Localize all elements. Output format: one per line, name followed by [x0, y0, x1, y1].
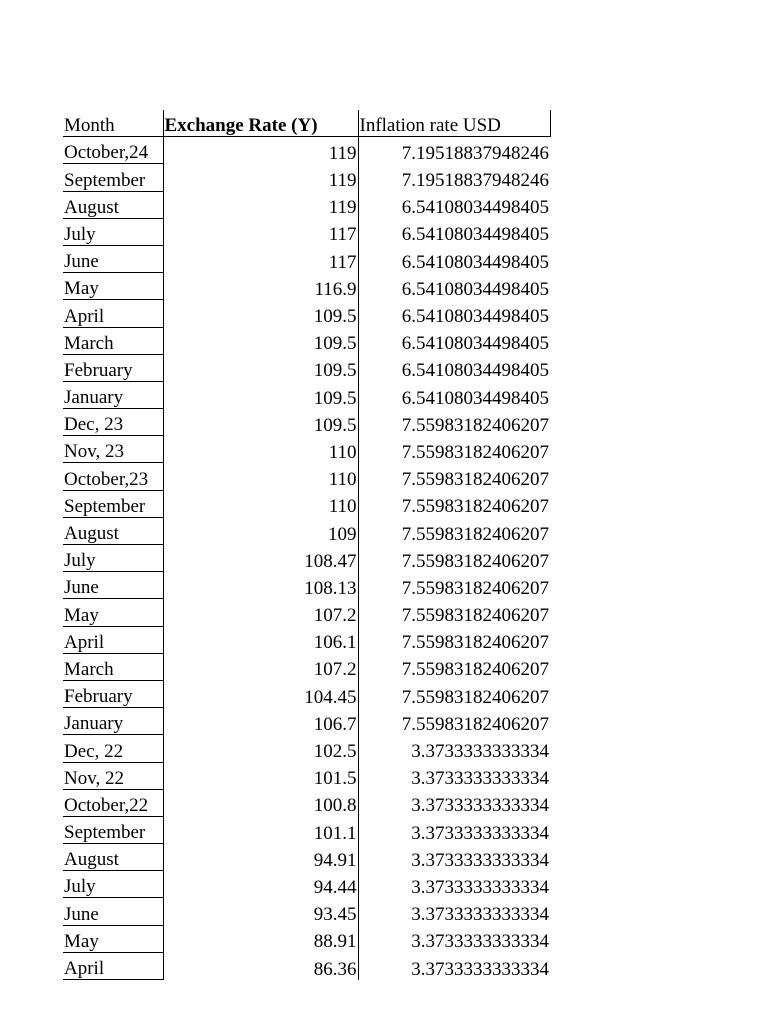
- exchange-rate-cell[interactable]: 109.5: [163, 409, 358, 436]
- exchange-rate-cell[interactable]: 107.2: [163, 599, 358, 626]
- month-cell[interactable]: Dec, 23: [63, 409, 163, 436]
- inflation-rate-cell[interactable]: 7.55983182406207: [401, 659, 549, 681]
- exchange-rate-cell[interactable]: 109.5: [163, 381, 358, 408]
- inflation-rate-cell[interactable]: 3.3733333333334: [411, 876, 549, 898]
- table-row: [63, 708, 550, 735]
- inflation-rate-cell[interactable]: 7.55983182406207: [401, 713, 549, 735]
- month-cell[interactable]: August: [63, 191, 163, 218]
- inflation-rate-cell[interactable]: 6.54108034498405: [401, 333, 549, 355]
- month-cell[interactable]: January: [63, 708, 163, 735]
- header-month[interactable]: Month: [63, 110, 163, 137]
- exchange-rate-cell[interactable]: 94.91: [163, 844, 358, 871]
- month-cell[interactable]: September: [63, 816, 163, 843]
- table-row: [63, 844, 550, 871]
- table-row: [63, 191, 550, 218]
- table-row: [63, 952, 550, 979]
- month-cell[interactable]: April: [63, 952, 163, 979]
- inflation-rate-cell[interactable]: 7.55983182406207: [401, 686, 549, 708]
- inflation-rate-cell[interactable]: 6.54108034498405: [401, 360, 549, 382]
- inflation-rate-cell[interactable]: 3.3733333333334: [411, 931, 549, 953]
- exchange-rate-cell[interactable]: 101.1: [163, 816, 358, 843]
- inflation-rate-cell[interactable]: 3.3733333333334: [411, 822, 549, 844]
- table-row: [63, 300, 550, 327]
- table-body: [63, 137, 550, 980]
- table-row: [63, 490, 550, 517]
- inflation-rate-cell[interactable]: 7.55983182406207: [401, 550, 549, 572]
- table-row: [63, 816, 550, 843]
- exchange-rate-cell[interactable]: 109.5: [163, 327, 358, 354]
- table-row: [63, 436, 550, 463]
- month-cell[interactable]: March: [63, 653, 163, 680]
- inflation-rate-cell[interactable]: 7.55983182406207: [401, 469, 549, 491]
- inflation-rate-cell[interactable]: 7.55983182406207: [401, 632, 549, 654]
- inflation-rate-cell[interactable]: 6.54108034498405: [401, 197, 549, 219]
- exchange-rate-cell[interactable]: 109: [163, 517, 358, 544]
- inflation-rate-cell[interactable]: 3.3733333333334: [411, 741, 549, 762]
- month-cell[interactable]: February: [63, 680, 163, 707]
- inflation-rate-cell[interactable]: 3.3733333333334: [411, 958, 549, 980]
- month-cell[interactable]: March: [63, 327, 163, 354]
- inflation-rate-cell[interactable]: 7.55983182406207: [401, 577, 549, 599]
- table-row: [63, 137, 550, 164]
- month-cell[interactable]: May: [63, 273, 163, 300]
- exchange-rate-cell[interactable]: 119: [163, 137, 358, 164]
- table-row: [63, 626, 550, 653]
- exchange-rate-cell[interactable]: 109.5: [163, 354, 358, 381]
- spreadsheet-area: [63, 110, 551, 980]
- inflation-rate-cell[interactable]: 7.55983182406207: [401, 441, 549, 463]
- header-row: [63, 110, 550, 137]
- month-cell[interactable]: February: [63, 354, 163, 381]
- month-cell[interactable]: October,22: [63, 789, 163, 816]
- table-row: [63, 354, 550, 381]
- month-cell[interactable]: September: [63, 164, 163, 191]
- month-cell[interactable]: June: [63, 572, 163, 599]
- exchange-rate-cell[interactable]: 94.44: [163, 871, 358, 898]
- inflation-rate-cell[interactable]: 6.54108034498405: [401, 387, 549, 409]
- exchange-rate-cell[interactable]: 117: [163, 245, 358, 272]
- exchange-rate-cell[interactable]: 88.91: [163, 925, 358, 952]
- month-cell[interactable]: May: [63, 925, 163, 952]
- month-cell[interactable]: April: [63, 300, 163, 327]
- exchange-rate-cell[interactable]: 107.2: [163, 653, 358, 680]
- month-cell[interactable]: Dec, 22: [63, 735, 163, 762]
- table-row: [63, 218, 550, 245]
- exchange-rate-cell[interactable]: 110: [163, 436, 358, 463]
- month-cell[interactable]: July: [63, 545, 163, 572]
- header-inflation-rate[interactable]: Inflation rate USD: [358, 110, 550, 137]
- table-row: [63, 789, 550, 816]
- exchange-rate-cell[interactable]: 116.9: [163, 273, 358, 300]
- table-row: [63, 653, 550, 680]
- table-row: [63, 245, 550, 272]
- month-cell[interactable]: May: [63, 599, 163, 626]
- exchange-rate-cell[interactable]: 117: [163, 218, 358, 245]
- inflation-rate-cell[interactable]: 7.55983182406207: [401, 523, 549, 545]
- exchange-inflation-table: [63, 110, 551, 980]
- table-row: [63, 409, 550, 436]
- table-row: [63, 164, 550, 191]
- exchange-rate-cell[interactable]: 106.7: [163, 708, 358, 735]
- inflation-rate-cell[interactable]: 6.54108034498405: [401, 306, 549, 327]
- month-cell[interactable]: June: [63, 245, 163, 272]
- exchange-rate-cell[interactable]: 101.5: [163, 762, 358, 789]
- table-row: [63, 735, 550, 762]
- exchange-rate-cell[interactable]: 110: [163, 490, 358, 517]
- table-row: [63, 327, 550, 354]
- month-cell[interactable]: June: [63, 898, 163, 925]
- month-cell[interactable]: July: [63, 218, 163, 245]
- month-cell[interactable]: October,23: [63, 463, 163, 490]
- exchange-rate-cell[interactable]: 119: [163, 164, 358, 191]
- month-cell[interactable]: August: [63, 517, 163, 544]
- month-cell[interactable]: September: [63, 490, 163, 517]
- inflation-rate-cell[interactable]: 6.54108034498405: [401, 251, 549, 273]
- month-cell[interactable]: Nov, 23: [63, 436, 163, 463]
- table-row: [63, 381, 550, 408]
- month-cell[interactable]: July: [63, 871, 163, 898]
- table-row: [63, 680, 550, 707]
- table-row: [63, 599, 550, 626]
- month-cell[interactable]: Nov, 22: [63, 762, 163, 789]
- month-cell[interactable]: April: [63, 626, 163, 653]
- header-exchange-rate[interactable]: Exchange Rate (Y): [163, 110, 358, 137]
- exchange-rate-cell[interactable]: 93.45: [163, 898, 358, 925]
- exchange-rate-cell[interactable]: 108.13: [163, 572, 358, 599]
- exchange-rate-cell[interactable]: 108.47: [163, 545, 358, 572]
- table-row: [63, 871, 550, 898]
- inflation-rate-cell[interactable]: 7.55983182406207: [401, 496, 549, 518]
- table-row: [63, 762, 550, 789]
- table-row: [63, 517, 550, 544]
- table-row: [63, 898, 550, 925]
- exchange-rate-cell[interactable]: 100.8: [163, 789, 358, 816]
- inflation-rate-cell[interactable]: 3.3733333333334: [411, 795, 549, 817]
- inflation-rate-cell[interactable]: 3.3733333333334: [411, 904, 549, 926]
- inflation-rate-cell[interactable]: 6.54108034498405: [401, 278, 549, 300]
- inflation-rate-cell[interactable]: 6.54108034498405: [401, 224, 549, 246]
- exchange-rate-cell[interactable]: 110: [163, 463, 358, 490]
- table-row: [63, 925, 550, 952]
- inflation-rate-cell[interactable]: 7.19518837948246: [401, 142, 549, 164]
- exchange-rate-cell[interactable]: 104.45: [163, 680, 358, 707]
- exchange-rate-cell[interactable]: 86.36: [163, 952, 358, 979]
- inflation-rate-cell[interactable]: 7.55983182406207: [401, 414, 549, 436]
- inflation-rate-cell[interactable]: 3.3733333333334: [411, 849, 549, 871]
- table-row: [63, 463, 550, 490]
- exchange-rate-cell[interactable]: 109.5: [163, 300, 358, 327]
- exchange-rate-cell[interactable]: 119: [163, 191, 358, 218]
- exchange-rate-cell[interactable]: 102.5: [163, 735, 358, 762]
- table-row: [63, 545, 550, 572]
- inflation-rate-cell[interactable]: 7.55983182406207: [401, 605, 549, 627]
- table-row: [63, 572, 550, 599]
- inflation-rate-cell[interactable]: 7.19518837948246: [401, 170, 549, 192]
- inflation-rate-cell[interactable]: 3.3733333333334: [411, 768, 549, 790]
- month-cell[interactable]: October,24: [63, 137, 163, 164]
- month-cell[interactable]: August: [63, 844, 163, 871]
- table-row: [63, 273, 550, 300]
- month-cell[interactable]: January: [63, 381, 163, 408]
- exchange-rate-cell[interactable]: 106.1: [163, 626, 358, 653]
